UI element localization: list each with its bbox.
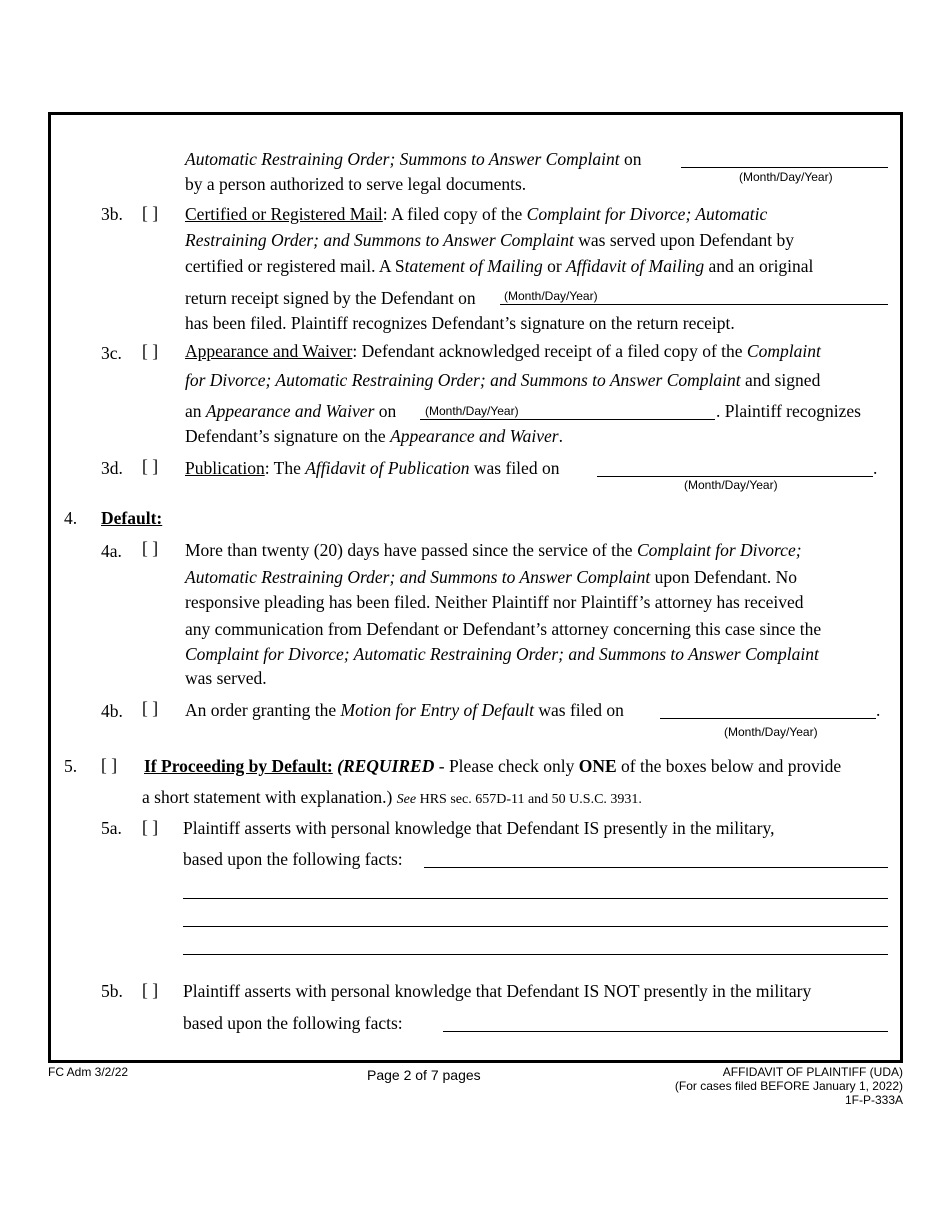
s3d-date-field[interactable]: [597, 476, 873, 477]
s5a-line-1: Plaintiff asserts with personal knowledge that Defendant IS presently in the military,: [183, 818, 775, 838]
s4a-line-2: Automatic Restraining Order; and Summons to Answer Complaint upon Defendant. No: [185, 567, 797, 587]
s4a-line-6: was served.: [185, 668, 267, 688]
s5-line-1: If Proceeding by Default: (REQUIRED - Please check only ONE of the boxes below and provide: [144, 756, 842, 776]
s5a-facts-field-3[interactable]: [183, 926, 888, 927]
s4a-line-5: Complaint for Divorce; Automatic Restraining Order; and Summons to Answer Complaint: [185, 644, 819, 664]
s4b-date-field[interactable]: [660, 718, 876, 719]
s5b-number: 5b.: [101, 981, 123, 1001]
s3b-date-field[interactable]: [500, 304, 888, 305]
s5a-line-2: based upon the following facts:: [183, 849, 403, 869]
s3b-line-4: return receipt signed by the Defendant on: [185, 288, 476, 308]
s4b-date-caption: (Month/Day/Year): [724, 725, 818, 739]
s3b-line-1: Certified or Registered Mail: A filed copy of the Complaint for Divorce; Automatic: [185, 204, 768, 224]
s3c-checkbox[interactable]: [ ]: [142, 341, 159, 361]
s3b-line-2: Restraining Order; and Summons to Answer Complaint was served upon Defendant by: [185, 230, 795, 250]
s3c-number: 3c.: [101, 343, 122, 363]
footer-form-number: 1F-P-333A: [844, 1093, 903, 1107]
footer-form-date: FC Adm 3/2/22: [48, 1065, 129, 1079]
s3c-line-3: an Appearance and Waiver on: [185, 401, 397, 421]
s4b-line-1: An order granting the Motion for Entry of Default was filed on: [185, 700, 624, 720]
s4a-line-4: any communication from Defendant or Defendant’s attorney concerning this case since the: [185, 619, 822, 639]
s3c-line-1: Appearance and Waiver: Defendant acknowledged receipt of a filed copy of the Complaint: [185, 341, 821, 361]
s3a-date-caption: (Month/Day/Year): [739, 170, 833, 184]
s5a-number: 5a.: [101, 818, 122, 838]
s4b-period: .: [876, 700, 881, 720]
s3c-line-3-tail: . Plaintiff recognizes: [716, 401, 861, 421]
s3b-line-3: certified or registered mail. A Statement of Mailing or Affidavit of Mailing and an original: [185, 256, 814, 276]
s5b-line-2: based upon the following facts:: [183, 1013, 403, 1033]
s3c-line-2: for Divorce; Automatic Restraining Order; and Summons to Answer Complaint and signed: [185, 370, 821, 390]
s5-checkbox[interactable]: [ ]: [101, 755, 118, 775]
s4a-line-3: responsive pleading has been filed. Neither Plaintiff nor Plaintiff’s attorney has received: [185, 592, 804, 612]
s3c-line-4: Defendant’s signature on the Appearance and Waiver.: [185, 426, 563, 446]
s4a-checkbox[interactable]: [ ]: [142, 538, 159, 558]
s5a-facts-field-4[interactable]: [183, 954, 888, 955]
footer-form-subtitle: (For cases filed BEFORE January 1, 2022): [674, 1079, 903, 1093]
s4-heading: Default:: [101, 508, 163, 528]
s3c-date-caption: (Month/Day/Year): [425, 404, 519, 418]
footer-form-title: AFFIDAVIT OF PLAINTIFF (UDA): [722, 1065, 903, 1079]
s5a-facts-field-2[interactable]: [183, 898, 888, 899]
s5-number: 5.: [64, 756, 78, 776]
s4b-checkbox[interactable]: [ ]: [142, 698, 159, 718]
s3b-line-5: has been filed. Plaintiff recognizes Defendant’s signature on the return receipt.: [185, 313, 735, 333]
s5-line-2: a short statement with explanation.) See HRS sec. 657D-11 and 50 U.S.C. 3931.: [142, 787, 642, 807]
s5b-checkbox[interactable]: [ ]: [142, 980, 159, 1000]
s4a-line-1: More than twenty (20) days have passed since the service of the Complaint for Divorce;: [185, 540, 802, 560]
s3a-line-1: Automatic Restraining Order; Summons to Answer Complaint on: [185, 149, 642, 169]
s3d-number: 3d.: [101, 458, 123, 478]
s3a-line-2: by a person authorized to serve legal documents.: [185, 174, 527, 194]
s5b-line-1: Plaintiff asserts with personal knowledge that Defendant IS NOT presently in the military: [183, 981, 812, 1001]
s5a-facts-field-1[interactable]: [424, 867, 888, 868]
form-border: [48, 112, 903, 1063]
s3a-date-field[interactable]: [681, 167, 888, 168]
s3d-period: .: [873, 458, 878, 478]
s3d-date-caption: (Month/Day/Year): [684, 478, 778, 492]
s3c-date-field[interactable]: [420, 419, 715, 420]
s3d-line-1: Publication: The Affidavit of Publication was filed on: [185, 458, 560, 478]
s5b-facts-field-1[interactable]: [443, 1031, 888, 1032]
footer-page-number: Page 2 of 7 pages: [367, 1067, 481, 1083]
s3b-number: 3b.: [101, 204, 123, 224]
s3b-checkbox[interactable]: [ ]: [142, 203, 159, 223]
s4-number: 4.: [64, 508, 78, 528]
s3b-date-caption: (Month/Day/Year): [504, 289, 598, 303]
s4a-number: 4a.: [101, 541, 122, 561]
s5a-checkbox[interactable]: [ ]: [142, 817, 159, 837]
s4b-number: 4b.: [101, 701, 123, 721]
s3d-checkbox[interactable]: [ ]: [142, 456, 159, 476]
